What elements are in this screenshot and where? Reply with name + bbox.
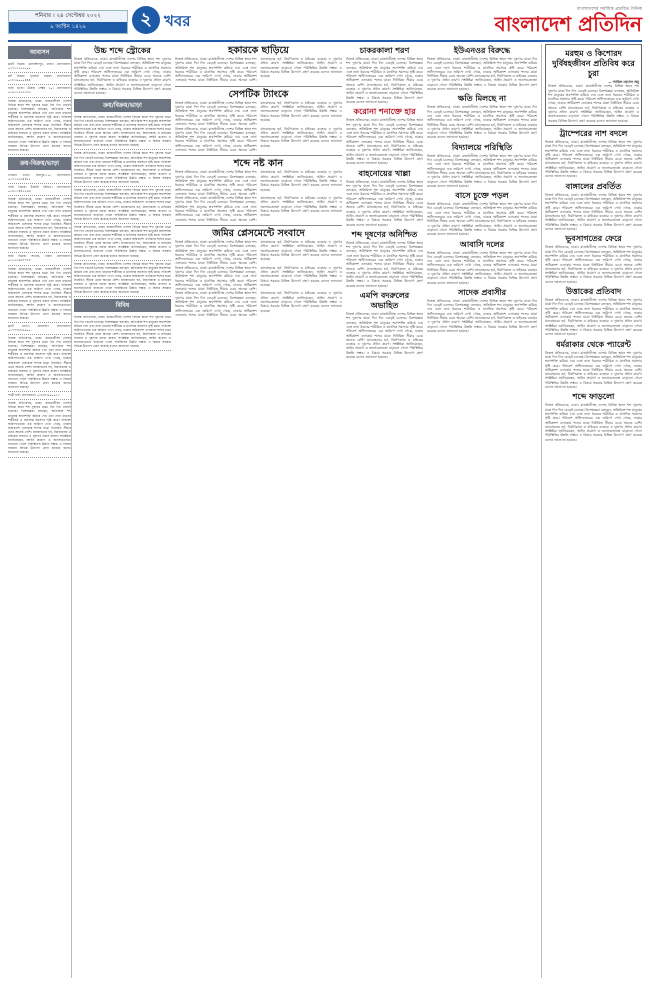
masthead-rule [8,40,642,42]
classified-ad: নিজস্ব প্রতিবেদক, ঢাকা। রাজধানীসহ দেশের বিভিন্ন স্থানে শব্দ দূষণের মাত্রা দিন দিন বেড়েই চলেছে। বিশেষজ্ঞরা বলছেন, অতিরিক্ত শব্দ মানুষের শ্রবণশক্তি কমিয়ে দেয় এবং নানা ধরনের শারীরিক ও মানসিক সমস্যার সৃষ্টি করে। পরিবেশ অধিদফতরের এক জরিপে দেখা গেছে, ঢাকার অধিকাংশ এলাকায় শব্দের মাত্রা নির্ধারিত সীমার চেয়ে অনেক বেশি। যানবাহনের হর্ন, নির্মাণকাজ ও মাইকের ব্যবহার এ দূষণের প্রধান কারণ। সংশ্লিষ্টরা জানিয়েছেন, আইন প্রয়োগ ও জনসচেতনতা বাড়ানো গেলে পরিস্থিতির উন্নতি সম্ভব। এ বিষয়ে সরকার বিভিন্ন উদ্যোগ গ্রহণ করেছে বলেও জানানো হয়েছে। [8,335,71,392]
classifieds-column [8,44,72,978]
article-body: নিজস্ব প্রতিবেদক, ঢাকা। রাজধানীসহ দেশের বিভিন্ন স্থানে শব্দ দূষণের মাত্রা দিন দিন বেড়েই চলেছে। বিশেষজ্ঞরা বলছেন, অতিরিক্ত শব্দ মানুষের শ্রবণশক্তি কমিয়ে দেয় এবং নানা ধরনের শারীরিক ও মানসিক সমস্যার সৃষ্টি করে। পরিবেশ অধিদফতরের এক জরিপে দেখা গেছে, ঢাকার অধিকাংশ এলাকায় শব্দের মাত্রা নির্ধারিত সীমার চেয়ে অনেক বেশি। যানবাহনের হর্ন, নির্মাণকাজ ও মাইকের ব্যবহার এ দূষণের প্রধান কারণ। সংশ্লিষ্টরা জানিয়েছেন, আইন প্রয়োগ ও জনসচেতনতা বাড়ানো গেলে পরিস্থিতির উন্নতি সম্ভব। এ বিষয়ে সরকার বিভিন্ন উদ্যোগ গ্রহণ করেছে বলেও জানানো হয়েছে। [427,57,537,92]
article-body: নিজস্ব প্রতিবেদক, ঢাকা। রাজধানীসহ দেশের বিভিন্ন স্থানে শব্দ দূষণের মাত্রা দিন দিন বেড়েই চলেছে। বিশেষজ্ঞরা বলছেন, অতিরিক্ত শব্দ মানুষের শ্রবণশক্তি কমিয়ে দেয় এবং নানা ধরনের শারীরিক ও মানসিক সমস্যার সৃষ্টি করে। পরিবেশ অধিদফতরের এক জরিপে দেখা গেছে, ঢাকার অধিকাংশ এলাকায় শব্দের মাত্রা নির্ধারিত সীমার চেয়ে অনেক বেশি। যানবাহনের হর্ন, নির্মাণকাজ ও মাইকের ব্যবহার এ দূষণের প্রধান কারণ। সংশ্লিষ্টরা জানিয়েছেন, আইন প্রয়োগ ও জনসচেতনতা বাড়ানো গেলে পরিস্থিতির উন্নতি সম্ভব। এ বিষয়ে সরকার বিভিন্ন উদ্যোগ গ্রহণ করেছে বলেও জানানো হয়েছে। [545,245,642,284]
article-body: নিজস্ব প্রতিবেদক, ঢাকা। রাজধানীসহ দেশের বিভিন্ন স্থানে শব্দ দূষণের মাত্রা দিন দিন বেড়েই চলেছে। বিশেষজ্ঞরা বলছেন, অতিরিক্ত শব্দ মানুষের শ্রবণশক্তি কমিয়ে দেয় এবং নানা ধরনের শারীরিক ও মানসিক সমস্যার সৃষ্টি করে। পরিবেশ অধিদফতরের এক জরিপে দেখা গেছে, ঢাকার অধিকাংশ এলাকায় শব্দের মাত্রা নির্ধারিত সীমার চেয়ে অনেক বেশি। যানবাহনের হর্ন, নির্মাণকাজ ও মাইকের ব্যবহার এ দূষণের প্রধান কারণ। সংশ্লিষ্টরা জানিয়েছেন, আইন প্রয়োগ ও জনসচেতনতা বাড়ানো গেলে পরিস্থিতির উন্নতি সম্ভব। এ বিষয়ে সরকার বিভিন্ন উদ্যোগ গ্রহণ করেছে বলেও জানানো হয়েছে। [175,239,342,266]
article-body: নিজস্ব প্রতিবেদক, ঢাকা। রাজধানীসহ দেশের বিভিন্ন স্থানে শব্দ দূষণের মাত্রা দিন দিন বেড়েই চলেছে। বিশেষজ্ঞরা বলছেন, অতিরিক্ত শব্দ মানুষের শ্রবণশক্তি কমিয়ে দেয় এবং নানা ধরনের শারীরিক ও মানসিক সমস্যার সৃষ্টি করে। পরিবেশ অধিদফতরের এক জরিপে দেখা গেছে, ঢাকার অধিকাংশ এলাকায় শব্দের মাত্রা নির্ধারিত সীমার চেয়ে অনেক বেশি। যানবাহনের হর্ন, নির্মাণকাজ ও মাইকের ব্যবহার এ দূষণের প্রধান কারণ। সংশ্লিষ্টরা জানিয়েছেন, আইন প্রয়োগ ও জনসচেতনতা বাড়ানো গেলে পরিস্থিতির উন্নতি সম্ভব। এ বিষয়ে সরকার বিভিন্ন উদ্যোগ গ্রহণ করেছে বলেও জানানো হয়েছে। [175,100,342,127]
headline: বাহনোয়ের খাল্লা [358,168,411,178]
classified-category: বিবিধ [74,299,171,312]
headline: শব্দে নষ্ট কান [233,158,284,170]
classified-ad: নিজস্ব প্রতিবেদক, ঢাকা। রাজধানীসহ দেশের বিভিন্ন স্থানে শব্দ দূষণের মাত্রা দিন দিন বেড়েই চলেছে। বিশেষজ্ঞরা বলছেন, অতিরিক্ত শব্দ মানুষের শ্রবণশক্তি কমিয়ে দেয় এবং নানা ধরনের শারীরিক ও মানসিক সমস্যার সৃষ্টি করে। পরিবেশ অধিদফতরের এক জরিপে দেখা গেছে, ঢাকার অধিকাংশ এলাকায় শব্দের মাত্রা নির্ধারিত সীমার চেয়ে অনেক বেশি। যানবাহনের হর্ন, নির্মাণকাজ ও মাইকের ব্যবহার এ দূষণের প্রধান কারণ। সংশ্লিষ্টরা জানিয়েছেন, আইন প্রয়োগ ও জনসচেতনতা বাড়ানো গেলে পরিস্থিতির উন্নতি সম্ভব। এ বিষয়ে সরকার বিভিন্ন উদ্যোগ গ্রহণ করেছে বলেও জানানো হয়েছে। [8,98,71,155]
news-story [175,46,342,83]
article-body: নিজস্ব প্রতিবেদক, ঢাকা। রাজধানীসহ দেশের বিভিন্ন স্থানে শব্দ দূষণের মাত্রা দিন দিন বেড়েই চলেছে। বিশেষজ্ঞরা বলছেন, অতিরিক্ত শব্দ মানুষের শ্রবণশক্তি কমিয়ে দেয় এবং নানা ধরনের শারীরিক ও মানসিক সমস্যার সৃষ্টি করে। পরিবেশ অধিদফতরের এক জরিপে দেখা গেছে, ঢাকার অধিকাংশ এলাকায় শব্দের মাত্রা নির্ধারিত সীমার চেয়ে অনেক বেশি। যানবাহনের হর্ন, নির্মাণকাজ ও মাইকের ব্যবহার এ দূষণের প্রধান কারণ। সংশ্লিষ্টরা জানিয়েছেন, আইন প্রয়োগ ও জনসচেতনতা বাড়ানো গেলে পরিস্থিতির উন্নতি সম্ভব। এ বিষয়ে সরকার বিভিন্ন উদ্যোগ গ্রহণ করেছে বলেও জানানো হয়েছে। [346,312,423,360]
headline: উত্তাকের প্রতিবাদ [565,286,622,296]
headline: ভূবসাগতের ফেরে [565,234,622,244]
article-body: নিজস্ব প্রতিবেদক, ঢাকা। রাজধানীসহ দেশের বিভিন্ন স্থানে শব্দ দূষণের মাত্রা দিন দিন বেড়েই চলেছে। বিশেষজ্ঞরা বলছেন, অতিরিক্ত শব্দ মানুষের শ্রবণশক্তি কমিয়ে দেয় এবং নানা ধরনের শারীরিক ও মানসিক সমস্যার সৃষ্টি করে। পরিবেশ অধিদফতরের এক জরিপে দেখা গেছে, ঢাকার অধিকাংশ এলাকায় শব্দের মাত্রা নির্ধারিত সীমার চেয়ে অনেক বেশি। যানবাহনের হর্ন, নির্মাণকাজ ও মাইকের ব্যবহার এ দূষণের প্রধান কারণ। সংশ্লিষ্টরা জানিয়েছেন, আইন প্রয়োগ ও জনসচেতনতা বাড়ানো গেলে পরিস্থিতির উন্নতি সম্ভব। এ বিষয়ে সরকার বিভিন্ন উদ্যোগ গ্রহণ করেছে বলেও জানানো হয়েছে। [346,240,423,288]
classified-ad: নিজস্ব প্রতিবেদক, ঢাকা। রাজধানীসহ দেশের বিভিন্ন স্থানে শব্দ দূষণের মাত্রা দিন দিন বেড়েই চলেছে। বিশেষজ্ঞরা বলছেন, অতিরিক্ত শব্দ মানুষের শ্রবণশক্তি কমিয়ে দেয় এবং নানা ধরনের শারীরিক ও মানসিক সমস্যার সৃষ্টি করে। পরিবেশ অধিদফতরের এক জরিপে দেখা গেছে, ঢাকার অধিকাংশ এলাকায় শব্দের মাত্রা নির্ধারিত সীমার চেয়ে অনেক বেশি। যানবাহনের হর্ন, নির্মাণকাজ ও মাইকের ব্যবহার এ দূষণের প্রধান কারণ। সংশ্লিষ্টরা জানিয়েছেন, আইন প্রয়োগ ও জনসচেতনতা বাড়ানো গেলে পরিস্থিতির উন্নতি সম্ভব। এ বিষয়ে সরকার বিভিন্ন উদ্যোগ গ্রহণ করেছে বলেও জানানো হয়েছে। [74,261,171,298]
masthead [8,6,642,38]
divider [175,225,342,226]
news-story [545,287,642,337]
article-body: নিজস্ব প্রতিবেদক, ঢাকা। রাজধানীসহ দেশের বিভিন্ন স্থানে শব্দ দূষণের মাত্রা দিন দিন বেড়েই চলেছে। বিশেষজ্ঞরা বলছেন, অতিরিক্ত শব্দ মানুষের শ্রবণশক্তি কমিয়ে দেয় এবং নানা ধরনের শারীরিক ও মানসিক সমস্যার সৃষ্টি করে। পরিবেশ অধিদফতরের এক জরিপে দেখা গেছে, ঢাকার অধিকাংশ এলাকায় শব্দের মাত্রা নির্ধারিত সীমার চেয়ে অনেক বেশি। যানবাহনের হর্ন, নির্মাণকাজ ও মাইকের ব্যবহার এ দূষণের প্রধান কারণ। সংশ্লিষ্টরা জানিয়েছেন, আইন প্রয়োগ ও জনসচেতনতা বাড়ানো গেলে পরিস্থিতির উন্নতি সম্ভব। এ বিষয়ে সরকার বিভিন্ন উদ্যোগ গ্রহণ করেছে বলেও জানানো হয়েছে। [175,265,342,292]
headline: ট্রাম্পেরের নাশ বদলে [559,128,628,138]
headline: বাসে চুক্তে পড়ল [455,191,509,201]
headline: করোনা শনাক্তে হার [353,107,416,117]
classified-ad: নিজস্ব প্রতিবেদক, ঢাকা। রাজধানীসহ দেশের বিভিন্ন স্থানে শব্দ দূষণের মাত্রা দিন দিন বেড়েই চলেছে। বিশেষজ্ঞরা বলছেন, অতিরিক্ত শব্দ মানুষের শ্রবণশক্তি কমিয়ে দেয় এবং নানা ধরনের শারীরিক ও মানসিক সমস্যার সৃষ্টি করে। পরিবেশ অধিদফতরের এক জরিপে দেখা গেছে, ঢাকার অধিকাংশ এলাকায় শব্দের মাত্রা নির্ধারিত সীমার চেয়ে অনেক বেশি। যানবাহনের হর্ন, নির্মাণকাজ ও মাইকের ব্যবহার এ দূষণের প্রধান কারণ। সংশ্লিষ্টরা জানিয়েছেন, আইন প্রয়োগ ও জনসচেতনতা বাড়ানো গেলে পরিস্থিতির উন্নতি সম্ভব। এ বিষয়ে সরকার বিভিন্ন উদ্যোগ গ্রহণ করেছে বলেও জানানো হয়েছে। [74,187,171,224]
headline: সাদেক প্রবাসীর [457,287,507,297]
headline: সেপটিক ট্যাংকে [228,88,289,100]
news-story [427,94,537,139]
classified-ad: নিজস্ব প্রতিবেদক, ঢাকা। রাজধানীসহ দেশের বিভিন্ন স্থানে শব্দ দূষণের মাত্রা দিন দিন বেড়েই চলেছে। বিশেষজ্ঞরা বলছেন, অতিরিক্ত শব্দ মানুষের শ্রবণশক্তি কমিয়ে দেয় এবং নানা ধরনের শারীরিক ও মানসিক সমস্যার সৃষ্টি করে। পরিবেশ অধিদফতরের এক জরিপে দেখা গেছে, ঢাকার অধিকাংশ এলাকায় শব্দের মাত্রা নির্ধারিত সীমার চেয়ে অনেক বেশি। যানবাহনের হর্ন, নির্মাণকাজ ও মাইকের ব্যবহার এ দূষণের প্রধান কারণ। সংশ্লিষ্টরা জানিয়েছেন, আইন প্রয়োগ ও জনসচেতনতা বাড়ানো গেলে পরিস্থিতির উন্নতি সম্ভব। এ বিষয়ে সরকার বিভিন্ন উদ্যোগ গ্রহণ করেছে বলেও জানানো হয়েছে। [8,196,71,253]
news-story [545,182,642,232]
article-body: নিজস্ব প্রতিবেদক, ঢাকা। রাজধানীসহ দেশের বিভিন্ন স্থানে শব্দ দূষণের মাত্রা দিন দিন বেড়েই চলেছে। বিশেষজ্ঞরা বলছেন, অতিরিক্ত শব্দ মানুষের শ্রবণশক্তি কমিয়ে দেয় এবং নানা ধরনের শারীরিক ও মানসিক সমস্যার সৃষ্টি করে। পরিবেশ অধিদফতরের এক জরিপে দেখা গেছে, ঢাকার অধিকাংশ এলাকায় শব্দের মাত্রা নির্ধারিত সীমার চেয়ে অনেক বেশি। যানবাহনের হর্ন, নির্মাণকাজ ও মাইকের ব্যবহার এ দূষণের প্রধান কারণ। সংশ্লিষ্টরা জানিয়েছেন, আইন প্রয়োগ ও জনসচেতনতা বাড়ানো গেলে পরিস্থিতির উন্নতি সম্ভব। এ বিষয়ে সরকার বিভিন্ন উদ্যোগ গ্রহণ করেছে বলেও জানানো হয়েছে। [427,298,537,333]
headline: শব্দ দূষণের অনিশ্চিত [351,229,418,239]
news-story [175,159,342,222]
news-column-b [175,44,342,978]
article-body: নিজস্ব প্রতিবেদক, ঢাকা। রাজধানীসহ দেশের বিভিন্ন স্থানে শব্দ দূষণের মাত্রা দিন দিন বেড়েই চলেছে। বিশেষজ্ঞরা বলছেন, অতিরিক্ত শব্দ মানুষের শ্রবণশক্তি কমিয়ে দেয় এবং নানা ধরনের শারীরিক ও মানসিক সমস্যার সৃষ্টি করে। পরিবেশ অধিদফতরের এক জরিপে দেখা গেছে, ঢাকার অধিকাংশ এলাকায় শব্দের মাত্রা নির্ধারিত সীমার চেয়ে অনেক বেশি। যানবাহনের হর্ন, নির্মাণকাজ ও মাইকের ব্যবহার এ দূষণের প্রধান কারণ। সংশ্লিষ্টরা জানিয়েছেন, আইন প্রয়োগ ও জনসচেতনতা বাড়ানো গেলে পরিস্থিতির উন্নতি সম্ভব। এ বিষয়ে সরকার বিভিন্ন উদ্যোগ গ্রহণ করেছে বলেও জানানো হয়েছে। [545,297,642,337]
classified-ad: জমি বিক্রয়: সাভার, ঢাকা। যোগাযোগ: ০১৫৫৫৬৬৭৭৮৮ [8,253,71,265]
newspaper-logo [495,6,642,35]
divider [175,86,342,87]
article-body: নিজস্ব প্রতিবেদক, ঢাকা। রাজধানীসহ দেশের বিভিন্ন স্থানে শব্দ দূষণের মাত্রা দিন দিন বেড়েই চলেছে। বিশেষজ্ঞরা বলছেন, অতিরিক্ত শব্দ মানুষের শ্রবণশক্তি কমিয়ে দেয় এবং নানা ধরনের শারীরিক ও মানসিক সমস্যার সৃষ্টি করে। পরিবেশ অধিদফতরের এক জরিপে দেখা গেছে, ঢাকার অধিকাংশ এলাকায় শব্দের মাত্রা নির্ধারিত সীমার চেয়ে অনেক বেশি। যানবাহনের হর্ন, নির্মাণকাজ ও মাইকের ব্যবহার এ দূষণের প্রধান কারণ। সংশ্লিষ্টরা জানিয়েছেন, আইন প্রয়োগ ও জনসচেতনতা বাড়ানো গেলে পরিস্থিতির উন্নতি সম্ভব। এ বিষয়ে সরকার বিভিন্ন উদ্যোগ গ্রহণ করেছে বলেও জানানো হয়েছে। [427,153,537,188]
news-story [346,230,423,288]
news-story [427,191,537,236]
article-body: নিজস্ব প্রতিবেদক, ঢাকা। রাজধানীসহ দেশের বিভিন্ন স্থানে শব্দ দূষণের মাত্রা দিন দিন বেড়েই চলেছে। বিশেষজ্ঞরা বলছেন, অতিরিক্ত শব্দ মানুষের শ্রবণশক্তি কমিয়ে দেয় এবং নানা ধরনের শারীরিক ও মানসিক সমস্যার সৃষ্টি করে। পরিবেশ অধিদফতরের এক জরিপে দেখা গেছে, ঢাকার অধিকাংশ এলাকায় শব্দের মাত্রা নির্ধারিত সীমার চেয়ে অনেক বেশি। যানবাহনের হর্ন, নির্মাণকাজ ও মাইকের ব্যবহার এ দূষণের প্রধান কারণ। সংশ্লিষ্টরা জানিয়েছেন, আইন প্রয়োগ ও জনসচেতনতা বাড়ানো গেলে পরিস্থিতির উন্নতি সম্ভব। এ বিষয়ে সরকার বিভিন্ন উদ্যোগ গ্রহণ করেছে বলেও জানানো হয়েছে। [175,126,342,153]
classified-ad: নিজস্ব প্রতিবেদক, ঢাকা। রাজধানীসহ দেশের বিভিন্ন স্থানে শব্দ দূষণের মাত্রা দিন দিন বেড়েই চলেছে। বিশেষজ্ঞরা বলছেন, অতিরিক্ত শব্দ মানুষের শ্রবণশক্তি কমিয়ে দেয় এবং নানা ধরনের শারীরিক ও মানসিক সমস্যার সৃষ্টি করে। পরিবেশ অধিদফতরের এক জরিপে দেখা গেছে, ঢাকার অধিকাংশ এলাকায় শব্দের মাত্রা নির্ধারিত সীমার চেয়ে অনেক বেশি। যানবাহনের হর্ন, নির্মাণকাজ ও মাইকের ব্যবহার এ দূষণের প্রধান কারণ। সংশ্লিষ্টরা জানিয়েছেন, আইন প্রয়োগ ও জনসচেতনতা বাড়ানো গেলে পরিস্থিতির উন্নতি সম্ভব। এ বিষয়ে সরকার বিভিন্ন উদ্যোগ গ্রহণ করেছে বলেও জানানো হয়েছে। [74,150,171,187]
classified-ad: নিজস্ব প্রতিবেদক, ঢাকা। রাজধানীসহ দেশের বিভিন্ন স্থানে শব্দ দূষণের মাত্রা দিন দিন বেড়েই চলেছে। বিশেষজ্ঞরা বলছেন, অতিরিক্ত শব্দ মানুষের শ্রবণশক্তি কমিয়ে দেয় এবং নানা ধরনের শারীরিক ও মানসিক সমস্যার সৃষ্টি করে। পরিবেশ অধিদফতরের এক জরিপে দেখা গেছে, ঢাকার অধিকাংশ এলাকায় শব্দের মাত্রা নির্ধারিত সীমার চেয়ে অনেক বেশি। যানবাহনের হর্ন, নির্মাণকাজ ও মাইকের ব্যবহার এ দূষণের প্রধান কারণ। সংশ্লিষ্টরা জানিয়েছেন, আইন প্রয়োগ ও জনসচেতনতা বাড়ানো গেলে পরিস্থিতির উন্নতি সম্ভব। এ বিষয়ে সরকার বিভিন্ন উদ্যোগ গ্রহণ করেছে বলেও জানানো হয়েছে। [8,266,71,323]
headline: জমির প্লেসমেন্টে সংবাদে [212,227,305,239]
classified-ad: গাড়ি বিক্রয়: টয়োটা প্রিমিও। যোগাযোগ: ০১৬১১৪৪৫৫৬৬ [8,184,71,196]
article-body: নিজস্ব প্রতিবেদক, ঢাকা। রাজধানীসহ দেশের বিভিন্ন স্থানে শব্দ দূষণের মাত্রা দিন দিন বেড়েই চলেছে। বিশেষজ্ঞরা বলছেন, অতিরিক্ত শব্দ মানুষের শ্রবণশক্তি কমিয়ে দেয় এবং নানা ধরনের শারীরিক ও মানসিক সমস্যার সৃষ্টি করে। পরিবেশ অধিদফতরের এক জরিপে দেখা গেছে, ঢাকার অধিকাংশ এলাকায় শব্দের মাত্রা নির্ধারিত সীমার চেয়ে অনেক বেশি। যানবাহনের হর্ন, নির্মাণকাজ ও মাইকের ব্যবহার এ দূষণের প্রধান কারণ। সংশ্লিষ্টরা জানিয়েছেন, আইন প্রয়োগ ও জনসচেতনতা বাড়ানো গেলে পরিস্থিতির উন্নতি সম্ভব। এ বিষয়ে সরকার বিভিন্ন উদ্যোগ গ্রহণ করেছে বলেও জানানো হয়েছে। [545,403,642,442]
news-column-e [541,44,642,978]
news-story [427,46,537,91]
news-story [346,169,423,227]
article-body: নিজস্ব প্রতিবেদক, ঢাকা। রাজধানীসহ দেশের বিভিন্ন স্থানে শব্দ দূষণের মাত্রা দিন দিন বেড়েই চলেছে। বিশেষজ্ঞরা বলছেন, অতিরিক্ত শব্দ মানুষের শ্রবণশক্তি কমিয়ে দেয় এবং নানা ধরনের শারীরিক ও মানসিক সমস্যার সৃষ্টি করে। পরিবেশ অধিদফতরের এক জরিপে দেখা গেছে, ঢাকার অধিকাংশ এলাকায় শব্দের মাত্রা নির্ধারিত সীমার চেয়ে অনেক বেশি। যানবাহনের হর্ন, নির্মাণকাজ ও মাইকের ব্যবহার এ দূষণের প্রধান কারণ। সংশ্লিষ্টরা জানিয়েছেন, আইন প্রয়োগ ও জনসচেতনতা বাড়ানো গেলে পরিস্থিতির উন্নতি সম্ভব। এ বিষয়ে সরকার বিভিন্ন উদ্যোগ গ্রহণ করেছে বলেও জানানো হয়েছে। [548,84,639,123]
classified-ad: দোকান ভাড়া: মিরপুর-১০। যোগাযোগ: ০১৭১২৩৩৪৪৫৫ [8,172,71,184]
headline: মরহুম ও কিশোরদ দুর্বিষহজীবন প্রতিবিধ করে চুরা [552,49,635,78]
headline: এমপি বদরুলের অভাহিত [359,291,410,311]
classified-ad: নিজস্ব প্রতিবেদক, ঢাকা। রাজধানীসহ দেশের বিভিন্ন স্থানে শব্দ দূষণের মাত্রা দিন দিন বেড়েই চলেছে। বিশেষজ্ঞরা বলছেন, অতিরিক্ত শব্দ মানুষের শ্রবণশক্তি কমিয়ে দেয় এবং নানা ধরনের শারীরিক ও মানসিক সমস্যার সৃষ্টি করে। পরিবেশ অধিদফতরের এক জরিপে দেখা গেছে, ঢাকার অধিকাংশ এলাকায় শব্দের মাত্রা নির্ধারিত সীমার চেয়ে অনেক বেশি। যানবাহনের হর্ন, নির্মাণকাজ ও মাইকের ব্যবহার এ দূষণের প্রধান কারণ। সংশ্লিষ্টরা জানিয়েছেন, আইন প্রয়োগ ও জনসচেতনতা বাড়ানো গেলে পরিস্থিতির উন্নতি সম্ভব। এ বিষয়ে সরকার বিভিন্ন উদ্যোগ গ্রহণ করেছে বলেও জানানো হয়েছে। [74,114,171,151]
headline: বিদ্যালয়ে পরিস্থিতি [451,142,513,152]
article-body: নিজস্ব প্রতিবেদক, ঢাকা। রাজধানীসহ দেশের বিভিন্ন স্থানে শব্দ দূষণের মাত্রা দিন দিন বেড়েই চলেছে। বিশেষজ্ঞরা বলছেন, অতিরিক্ত শব্দ মানুষের শ্রবণশক্তি কমিয়ে দেয় এবং নানা ধরনের শারীরিক ও মানসিক সমস্যার সৃষ্টি করে। পরিবেশ অধিদফতরের এক জরিপে দেখা গেছে, ঢাকার অধিকাংশ এলাকায় শব্দের মাত্রা নির্ধারিত সীমার চেয়ে অনেক বেশি। যানবাহনের হর্ন, নির্মাণকাজ ও মাইকের ব্যবহার এ দূষণের প্রধান কারণ। সংশ্লিষ্টরা জানিয়েছেন, আইন প্রয়োগ ও জনসচেতনতা বাড়ানো গেলে পরিস্থিতির উন্নতি সম্ভব। এ বিষয়ে সরকার বিভিন্ন উদ্যোগ গ্রহণ করেছে বলেও জানানো হয়েছে। [74,57,171,96]
news-story [74,46,171,96]
article-body: নিজস্ব প্রতিবেদক, ঢাকা। রাজধানীসহ দেশের বিভিন্ন স্থানে শব্দ দূষণের মাত্রা দিন দিন বেড়েই চলেছে। বিশেষজ্ঞরা বলছেন, অতিরিক্ত শব্দ মানুষের শ্রবণশক্তি কমিয়ে দেয় এবং নানা ধরনের শারীরিক ও মানসিক সমস্যার সৃষ্টি করে। পরিবেশ অধিদফতরের এক জরিপে দেখা গেছে, ঢাকার অধিকাংশ এলাকায় শব্দের মাত্রা নির্ধারিত সীমার চেয়ে অনেক বেশি। যানবাহনের হর্ন, নির্মাণকাজ ও মাইকের ব্যবহার এ দূষণের প্রধান কারণ। সংশ্লিষ্টরা জানিয়েছেন, আইন প্রয়োগ ও জনসচেতনতা বাড়ানো গেলে পরিস্থিতির উন্নতি সম্ভব। এ বিষয়ে সরকার বিভিন্ন উদ্যোগ গ্রহণ করেছে বলেও জানানো হয়েছে। [346,118,423,166]
headline: ইউএনওর বিরুদ্ধে [453,46,511,55]
news-story [346,46,423,104]
news-story [346,107,423,165]
classified-ad: নিজস্ব প্রতিবেদক, ঢাকা। রাজধানীসহ দেশের বিভিন্ন স্থানে শব্দ দূষণের মাত্রা দিন দিন বেড়েই চলেছে। বিশেষজ্ঞরা বলছেন, অতিরিক্ত শব্দ মানুষের শ্রবণশক্তি কমিয়ে দেয় এবং নানা ধরনের শারীরিক ও মানসিক সমস্যার সৃষ্টি করে। পরিবেশ অধিদফতরের এক জরিপে দেখা গেছে, ঢাকার অধিকাংশ এলাকায় শব্দের মাত্রা নির্ধারিত সীমার চেয়ে অনেক বেশি। যানবাহনের হর্ন, নির্মাণকাজ ও মাইকের ব্যবহার এ দূষণের প্রধান কারণ। সংশ্লিষ্টরা জানিয়েছেন, আইন প্রয়োগ ও জনসচেতনতা বাড়ানো গেলে পরিস্থিতির উন্নতি সম্ভব। এ বিষয়ে সরকার বিভিন্ন উদ্যোগ গ্রহণ করেছে বলেও জানানো হয়েছে। [74,224,171,261]
article-body: নিজস্ব প্রতিবেদক, ঢাকা। রাজধানীসহ দেশের বিভিন্ন স্থানে শব্দ দূষণের মাত্রা দিন দিন বেড়েই চলেছে। বিশেষজ্ঞরা বলছেন, অতিরিক্ত শব্দ মানুষের শ্রবণশক্তি কমিয়ে দেয় এবং নানা ধরনের শারীরিক ও মানসিক সমস্যার সৃষ্টি করে। পরিবেশ অধিদফতরের এক জরিপে দেখা গেছে, ঢাকার অধিকাংশ এলাকায় শব্দের মাত্রা নির্ধারিত সীমার চেয়ে অনেক বেশি। যানবাহনের হর্ন, নির্মাণকাজ ও মাইকের ব্যবহার এ দূষণের প্রধান কারণ। সংশ্লিষ্টরা জানিয়েছেন, আইন প্রয়োগ ও জনসচেতনতা বাড়ানো গেলে পরিস্থিতির উন্নতি সম্ভব। এ বিষয়ে সরকার বিভিন্ন উদ্যোগ গ্রহণ করেছে বলেও জানানো হয়েছে। [175,291,342,317]
news-story [545,340,642,390]
newspaper-name: বাংলাদেশ প্রতিদিন [494,12,642,36]
classified-category: আবাসন [8,46,71,59]
classified-ad: ফ্ল্যাট ভাড়া: ধানমন্ডি। যোগাযোগ: ০১৭৭৭৮৮৯৯০০ [8,323,71,335]
news-story [427,240,537,285]
headline: ধর্মরাকার থেকে প্যারেন্ট [556,339,631,349]
headline: বাঙ্গালের প্রবর্তিত [565,181,622,191]
classified-ad: নিজস্ব প্রতিবেদক, ঢাকা। রাজধানীসহ দেশের বিভিন্ন স্থানে শব্দ দূষণের মাত্রা দিন দিন বেড়েই চলেছে। বিশেষজ্ঞরা বলছেন, অতিরিক্ত শব্দ মানুষের শ্রবণশক্তি কমিয়ে দেয় এবং নানা ধরনের শারীরিক ও মানসিক সমস্যার সৃষ্টি করে। পরিবেশ অধিদফতরের এক জরিপে দেখা গেছে, ঢাকার অধিকাংশ এলাকায় শব্দের মাত্রা নির্ধারিত সীমার চেয়ে অনেক বেশি। যানবাহনের হর্ন, নির্মাণকাজ ও মাইকের ব্যবহার এ দূষণের প্রধান কারণ। সংশ্লিষ্টরা জানিয়েছেন, আইন প্রয়োগ ও জনসচেতনতা বাড়ানো গেলে পরিস্থিতির উন্নতি সম্ভব। এ বিষয়ে সরকার বিভিন্ন উদ্যোগ গ্রহণ করেছে বলেও জানানো হয়েছে। [8,400,71,457]
classified-ad: ফ্ল্যাট বিক্রয়: মোহাম্মদপুর, ঢাকা। যোগাযোগ: ০১৭১১৫৫৫০০০ [8,61,71,73]
byline: — আরিফ হোসেন অমু [608,80,639,84]
classified-ad: বাড়ি ভাড়া: উত্তরা সেক্টর ১০। যোগাযোগ: ০১৯১১২২২৩৩৩ [8,85,71,97]
news-story [175,90,342,153]
section-title: খবর [164,12,191,30]
date-line-2: ৯ আশ্বিন ১৪২৯ [9,22,127,33]
headline: শব্দে ফাড়লো [572,392,615,402]
newspaper-tagline: বাংলাদেশের সর্বাধিক প্রচারিত দৈনিক [576,7,642,12]
news-story [427,288,537,333]
article-body: নিজস্ব প্রতিবেদক, ঢাকা। রাজধানীসহ দেশের বিভিন্ন স্থানে শব্দ দূষণের মাত্রা দিন দিন বেড়েই চলেছে। বিশেষজ্ঞরা বলছেন, অতিরিক্ত শব্দ মানুষের শ্রবণশক্তি কমিয়ে দেয় এবং নানা ধরনের শারীরিক ও মানসিক সমস্যার সৃষ্টি করে। পরিবেশ অধিদফতরের এক জরিপে দেখা গেছে, ঢাকার অধিকাংশ এলাকায় শব্দের মাত্রা নির্ধারিত সীমার চেয়ে অনেক বেশি। যানবাহনের হর্ন, নির্মাণকাজ ও মাইকের ব্যবহার এ দূষণের প্রধান কারণ। সংশ্লিষ্টরা জানিয়েছেন, আইন প্রয়োগ ও জনসচেতনতা বাড়ানো গেলে পরিস্থিতির উন্নতি সম্ভব। এ বিষয়ে সরকার বিভিন্ন উদ্যোগ গ্রহণ করেছে বলেও জানানো হয়েছে। [427,105,537,140]
news-story [175,229,342,317]
article-body: নিজস্ব প্রতিবেদক, ঢাকা। রাজধানীসহ দেশের বিভিন্ন স্থানে শব্দ দূষণের মাত্রা দিন দিন বেড়েই চলেছে। বিশেষজ্ঞরা বলছেন, অতিরিক্ত শব্দ মানুষের শ্রবণশক্তি কমিয়ে দেয় এবং নানা ধরনের শারীরিক ও মানসিক সমস্যার সৃষ্টি করে। পরিবেশ অধিদফতরের এক জরিপে দেখা গেছে, ঢাকার অধিকাংশ এলাকায় শব্দের মাত্রা নির্ধারিত সীমার চেয়ে অনেক বেশি। যানবাহনের হর্ন, নির্মাণকাজ ও মাইকের ব্যবহার এ দূষণের প্রধান কারণ। সংশ্লিষ্টরা জানিয়েছেন, আইন প্রয়োগ ও জনসচেতনতা বাড়ানো গেলে পরিস্থিতির উন্নতি সম্ভব। এ বিষয়ে সরকার বিভিন্ন উদ্যোগ গ্রহণ করেছে বলেও জানানো হয়েছে। [427,202,537,237]
headline: চাকরকালা শরণ [359,46,410,55]
divider [175,155,342,156]
article-body: নিজস্ব প্রতিবেদক, ঢাকা। রাজধানীসহ দেশের বিভিন্ন স্থানে শব্দ দূষণের মাত্রা দিন দিন বেড়েই চলেছে। বিশেষজ্ঞরা বলছেন, অতিরিক্ত শব্দ মানুষের শ্রবণশক্তি কমিয়ে দেয় এবং নানা ধরনের শারীরিক ও মানসিক সমস্যার সৃষ্টি করে। পরিবেশ অধিদফতরের এক জরিপে দেখা গেছে, ঢাকার অধিকাংশ এলাকায় শব্দের মাত্রা নির্ধারিত সীমার চেয়ে অনেক বেশি। যানবাহনের হর্ন, নির্মাণকাজ ও মাইকের ব্যবহার এ দূষণের প্রধান কারণ। সংশ্লিষ্টরা জানিয়েছেন, আইন প্রয়োগ ও জনসচেতনতা বাড়ানো গেলে পরিস্থিতির উন্নতি সম্ভব। এ বিষয়ে সরকার বিভিন্ন উদ্যোগ গ্রহণ করেছে বলেও জানানো হয়েছে। [175,170,342,196]
news-column-d [427,44,537,978]
article-body: নিজস্ব প্রতিবেদক, ঢাকা। রাজধানীসহ দেশের বিভিন্ন স্থানে শব্দ দূষণের মাত্রা দিন দিন বেড়েই চলেছে। বিশেষজ্ঞরা বলছেন, অতিরিক্ত শব্দ মানুষের শ্রবণশক্তি কমিয়ে দেয় এবং নানা ধরনের শারীরিক ও মানসিক সমস্যার সৃষ্টি করে। পরিবেশ অধিদফতরের এক জরিপে দেখা গেছে, ঢাকার অধিকাংশ এলাকায় শব্দের মাত্রা নির্ধারিত সীমার চেয়ে অনেক বেশি। যানবাহনের হর্ন, নির্মাণকাজ ও মাইকের ব্যবহার এ দূষণের প্রধান কারণ। সংশ্লিষ্টরা জানিয়েছেন, আইন প্রয়োগ ও জনসচেতনতা বাড়ানো গেলে পরিস্থিতির উন্নতি সম্ভব। এ বিষয়ে সরকার বিভিন্ন উদ্যোগ গ্রহণ করেছে বলেও জানানো হয়েছে। [545,139,642,179]
news-story [346,291,423,359]
news-story [545,392,642,442]
headline: হকারকে ছাড়িয়ে [228,45,289,56]
article-body: নিজস্ব প্রতিবেদক, ঢাকা। রাজধানীসহ দেশের বিভিন্ন স্থানে শব্দ দূষণের মাত্রা দিন দিন বেড়েই চলেছে। বিশেষজ্ঞরা বলছেন, অতিরিক্ত শব্দ মানুষের শ্রবণশক্তি কমিয়ে দেয় এবং নানা ধরনের শারীরিক ও মানসিক সমস্যার সৃষ্টি করে। পরিবেশ অধিদফতরের এক জরিপে দেখা গেছে, ঢাকার অধিকাংশ এলাকায় শব্দের মাত্রা নির্ধারিত সীমার চেয়ে অনেক বেশি। যানবাহনের হর্ন, নির্মাণকাজ ও মাইকের ব্যবহার এ দূষণের প্রধান কারণ। সংশ্লিষ্টরা জানিয়েছেন, আইন প্রয়োগ ও জনসচেতনতা বাড়ানো গেলে পরিস্থিতির উন্নতি সম্ভব। এ বিষয়ে সরকার বিভিন্ন উদ্যোগ গ্রহণ করেছে বলেও জানানো হয়েছে। [545,192,642,232]
page-number: ২ [132,6,160,34]
classified-ad: নিজস্ব প্রতিবেদক, ঢাকা। রাজধানীসহ দেশের বিভিন্ন স্থানে শব্দ দূষণের মাত্রা দিন দিন বেড়েই চলেছে। বিশেষজ্ঞরা বলছেন, অতিরিক্ত শব্দ মানুষের শ্রবণশক্তি কমিয়ে দেয় এবং নানা ধরনের শারীরিক ও মানসিক সমস্যার সৃষ্টি করে। পরিবেশ অধিদফতরের এক জরিপে দেখা গেছে, ঢাকার অধিকাংশ এলাকায় শব্দের মাত্রা নির্ধারিত সীমার চেয়ে অনেক বেশি। যানবাহনের হর্ন, নির্মাণকাজ ও মাইকের ব্যবহার এ দূষণের প্রধান কারণ। সংশ্লিষ্টরা জানিয়েছেন, আইন প্রয়োগ ও জনসচেতনতা বাড়ানো গেলে পরিস্থিতির উন্নতি সম্ভব। এ বিষয়ে সরকার বিভিন্ন উদ্যোগ গ্রহণ করেছে বলেও জানানো হয়েছে। [74,314,171,351]
date-line-1: শনিবার । ২৪ সেপ্টেম্বর ২০২২ [35,13,101,19]
article-body: নিজস্ব প্রতিবেদক, ঢাকা। রাজধানীসহ দেশের বিভিন্ন স্থানে শব্দ দূষণের মাত্রা দিন দিন বেড়েই চলেছে। বিশেষজ্ঞরা বলছেন, অতিরিক্ত শব্দ মানুষের শ্রবণশক্তি কমিয়ে দেয় এবং নানা ধরনের শারীরিক ও মানসিক সমস্যার সৃষ্টি করে। পরিবেশ অধিদফতরের এক জরিপে দেখা গেছে, ঢাকার অধিকাংশ এলাকায় শব্দের মাত্রা নির্ধারিত সীমার চেয়ে অনেক বেশি। যানবাহনের হর্ন, নির্মাণকাজ ও মাইকের ব্যবহার এ দূষণের প্রধান কারণ। সংশ্লিষ্টরা জানিয়েছেন, আইন প্রয়োগ ও জনসচেতনতা বাড়ানো গেলে পরিস্থিতির উন্নতি সম্ভব। এ বিষয়ে সরকার বিভিন্ন উদ্যোগ গ্রহণ করেছে বলেও জানানো হয়েছে। [346,179,423,227]
news-story [545,234,642,284]
date-box [8,10,128,34]
column-feature [545,44,642,126]
article-body: নিজস্ব প্রতিবেদক, ঢাকা। রাজধানীসহ দেশের বিভিন্ন স্থানে শব্দ দূষণের মাত্রা দিন দিন বেড়েই চলেছে। বিশেষজ্ঞরা বলছেন, অতিরিক্ত শব্দ মানুষের শ্রবণশক্তি কমিয়ে দেয় এবং নানা ধরনের শারীরিক ও মানসিক সমস্যার সৃষ্টি করে। পরিবেশ অধিদফতরের এক জরিপে দেখা গেছে, ঢাকার অধিকাংশ এলাকায় শব্দের মাত্রা নির্ধারিত সীমার চেয়ে অনেক বেশি। যানবাহনের হর্ন, নির্মাণকাজ ও মাইকের ব্যবহার এ দূষণের প্রধান কারণ। সংশ্লিষ্টরা জানিয়েছেন, আইন প্রয়োগ ও জনসচেতনতা বাড়ানো গেলে পরিস্থিতির উন্নতি সম্ভব। এ বিষয়ে সরকার বিভিন্ন উদ্যোগ গ্রহণ করেছে বলেও জানানো হয়েছে। [427,250,537,285]
headline: ক্ষতি মিলছে না [457,94,507,104]
news-column-c [346,44,423,978]
headline: উচ্চ শব্দে স্ট্রোকের [94,46,151,55]
article-body: নিজস্ব প্রতিবেদক, ঢাকা। রাজধানীসহ দেশের বিভিন্ন স্থানে শব্দ দূষণের মাত্রা দিন দিন বেড়েই চলেছে। বিশেষজ্ঞরা বলছেন, অতিরিক্ত শব্দ মানুষের শ্রবণশক্তি কমিয়ে দেয় এবং নানা ধরনের শারীরিক ও মানসিক সমস্যার সৃষ্টি করে। পরিবেশ অধিদফতরের এক জরিপে দেখা গেছে, ঢাকার অধিকাংশ এলাকায় শব্দের মাত্রা নির্ধারিত সীমার চেয়ে অনেক বেশি। যানবাহনের হর্ন, নির্মাণকাজ ও মাইকের ব্যবহার এ দূষণের প্রধান কারণ। সংশ্লিষ্টরা জানিয়েছেন, আইন প্রয়োগ ও জনসচেতনতা বাড়ানো গেলে পরিস্থিতির উন্নতি সম্ভব। এ বিষয়ে সরকার বিভিন্ন উদ্যোগ গ্রহণ করেছে বলেও জানানো হয়েছে। [545,350,642,390]
article-body: নিজস্ব প্রতিবেদক, ঢাকা। রাজধানীসহ দেশের বিভিন্ন স্থানে শব্দ দূষণের মাত্রা দিন দিন বেড়েই চলেছে। বিশেষজ্ঞরা বলছেন, অতিরিক্ত শব্দ মানুষের শ্রবণশক্তি কমিয়ে দেয় এবং নানা ধরনের শারীরিক ও মানসিক সমস্যার সৃষ্টি করে। পরিবেশ অধিদফতরের এক জরিপে দেখা গেছে, ঢাকার অধিকাংশ এলাকায় শব্দের মাত্রা নির্ধারিত সীমার চেয়ে অনেক বেশি। যানবাহনের হর্ন, নির্মাণকাজ ও মাইকের ব্যবহার এ দূষণের প্রধান কারণ। সংশ্লিষ্টরা জানিয়েছেন, আইন প্রয়োগ ও জনসচেতনতা বাড়ানো গেলে পরিস্থিতির উন্নতি সম্ভব। এ বিষয়ে সরকার বিভিন্ন উদ্যোগ গ্রহণ করেছে বলেও জানানো হয়েছে। [346,57,423,104]
classified-category: ক্রয়/বিক্রয়/ভাড়া [74,99,171,112]
classified-ad: প্লট বিক্রয়: পূর্বাচল প্রকল্প। যোগাযোগ: ০১৮১৯০০০৪৪৪ [8,73,71,85]
classified-ad: পাত্রী চাই: যোগাযোগ: ০১৮৮৮৯৯০০১১ [8,392,71,400]
article-body: নিজস্ব প্রতিবেদক, ঢাকা। রাজধানীসহ দেশের বিভিন্ন স্থানে শব্দ দূষণের মাত্রা দিন দিন বেড়েই চলেছে। বিশেষজ্ঞরা বলছেন, অতিরিক্ত শব্দ মানুষের শ্রবণশক্তি কমিয়ে দেয় এবং নানা ধরনের শারীরিক ও মানসিক সমস্যার সৃষ্টি করে। পরিবেশ অধিদফতরের এক জরিপে দেখা গেছে, ঢাকার অধিকাংশ এলাকায় শব্দের মাত্রা নির্ধারিত সীমার চেয়ে অনেক বেশি। যানবাহনের হর্ন, নির্মাণকাজ ও মাইকের ব্যবহার এ দূষণের প্রধান কারণ। সংশ্লিষ্টরা জানিয়েছেন, আইন প্রয়োগ ও জনসচেতনতা বাড়ানো গেলে পরিস্থিতির উন্নতি সম্ভব। এ বিষয়ে সরকার বিভিন্ন উদ্যোগ গ্রহণ করেছে বলেও জানানো হয়েছে। [175,196,342,222]
news-story [427,143,537,188]
classified-category: ক্রয়-বিক্রয়/ভাড়া [8,157,71,170]
news-story [545,129,642,179]
article-body: নিজস্ব প্রতিবেদক, ঢাকা। রাজধানীসহ দেশের বিভিন্ন স্থানে শব্দ দূষণের মাত্রা দিন দিন বেড়েই চলেছে। বিশেষজ্ঞরা বলছেন, অতিরিক্ত শব্দ মানুষের শ্রবণশক্তি কমিয়ে দেয় এবং নানা ধরনের শারীরিক ও মানসিক সমস্যার সৃষ্টি করে। পরিবেশ অধিদফতরের এক জরিপে দেখা গেছে, ঢাকার অধিকাংশ এলাকায় শব্দের মাত্রা নির্ধারিত সীমার চেয়ে অনেক বেশি। যানবাহনের হর্ন, নির্মাণকাজ ও মাইকের ব্যবহার এ দূষণের প্রধান কারণ। সংশ্লিষ্টরা জানিয়েছেন, আইন প্রয়োগ ও জনসচেতনতা বাড়ানো গেলে পরিস্থিতির উন্নতি সম্ভব। এ বিষয়ে সরকার বিভিন্ন উদ্যোগ গ্রহণ করেছে বলেও জানানো হয়েছে। [175,57,342,83]
news-column-a [74,44,171,978]
headline: আবাসি দলের [459,239,505,249]
